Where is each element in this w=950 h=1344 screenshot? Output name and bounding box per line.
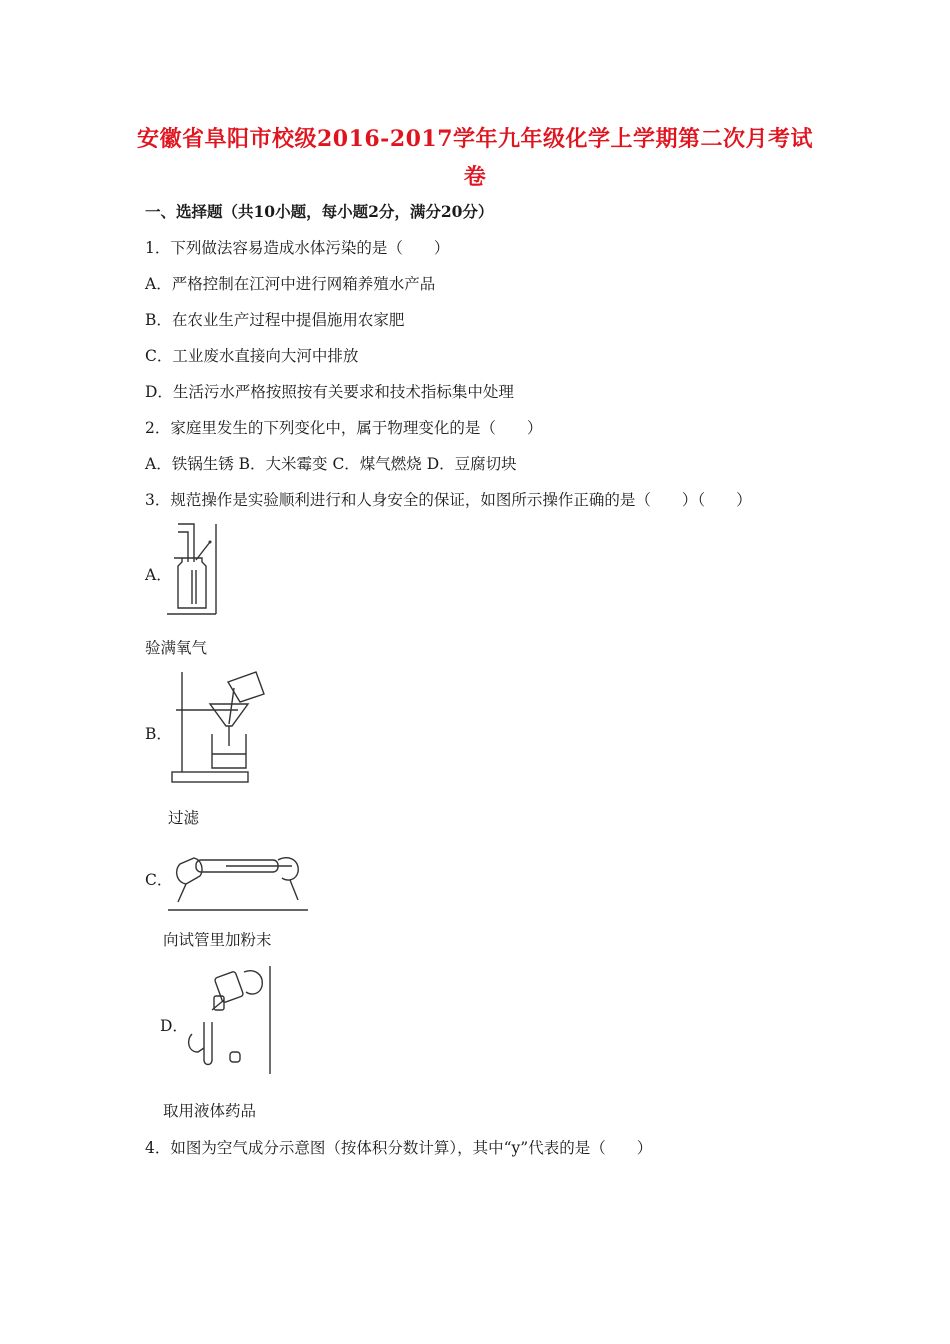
question-4-stem: 4．如图为空气成分示意图（按体积分数计算），其中“y”代表的是（ ）: [145, 1139, 653, 1157]
question-3-option-d-label: D．: [160, 1017, 188, 1035]
question-2-stem: 2．家庭里发生的下列变化中，属于物理变化的是（ ）: [145, 419, 543, 437]
filtration-figure: [168, 668, 278, 786]
question-2-options: A．铁锅生锈 B．大米霉变 C．煤气燃烧 D．豆腐切块: [145, 455, 517, 473]
question-1-option-d: D．生活污水严格按照按有关要求和技术指标集中处理: [145, 383, 514, 401]
question-3-option-a-caption: 验满氧气: [145, 639, 208, 657]
question-3-option-b-caption: 过滤: [168, 809, 200, 827]
add-powder-figure: [166, 840, 310, 912]
question-1-option-c: C．工业废水直接向大河中排放: [145, 347, 359, 365]
question-1-option-b: B．在农业生产过程中提倡施用农家肥: [145, 311, 405, 329]
question-3-stem: 3．规范操作是实验顺利进行和人身安全的保证，如图所示操作正确的是（ ）（ ）: [145, 491, 752, 509]
question-3-option-c-label: C．: [145, 871, 173, 889]
question-3-option-b-label: B．: [145, 725, 172, 743]
question-3-option-a-label: A．: [145, 566, 172, 584]
oxygen-test-figure: [166, 522, 220, 616]
question-3-option-d-caption: 取用液体药品: [163, 1102, 257, 1120]
question-3-option-c-caption: 向试管里加粉末: [163, 931, 272, 949]
document-title-continued: 卷: [463, 164, 487, 190]
liquid-pouring-figure: [182, 964, 274, 1076]
question-1-stem: 1．下列做法容易造成水体污染的是（ ）: [145, 239, 450, 257]
document-title: 安徽省阜阳市校级2016-2017学年九年级化学上学期第二次月考试: [136, 126, 814, 152]
question-1-option-a: A．严格控制在江河中进行网箱养殖水产品: [145, 275, 436, 293]
section-heading: 一、选择题（共10小题，每小题2分，满分20分）: [145, 202, 494, 221]
